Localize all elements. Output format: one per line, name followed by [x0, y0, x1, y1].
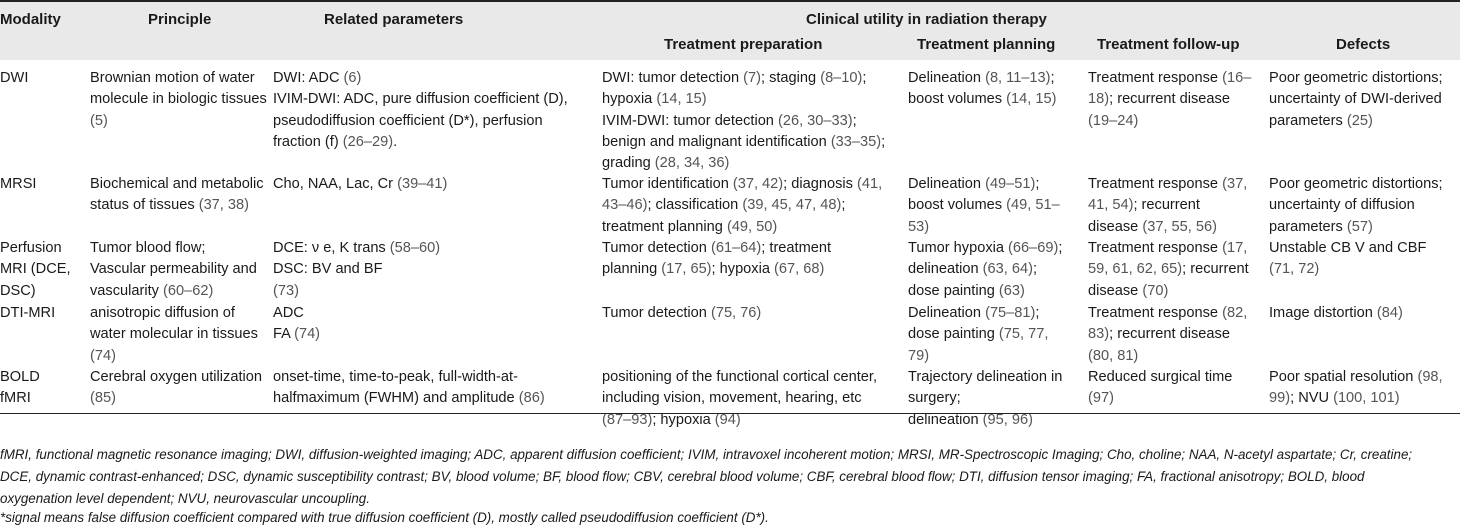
- cell-line: Cho, NAA, Lac, Cr (39–41): [273, 176, 448, 192]
- cell-line: uncertainty of DWI-derived: [1269, 91, 1442, 108]
- cell-line: molecule in biologic tissues: [90, 91, 267, 108]
- cell-line: FA (74): [273, 326, 321, 343]
- cell-line: (5): [90, 112, 108, 129]
- cell-planning: [908, 238, 1062, 302]
- cell-line: 43–46); classification (39, 45, 47, 48);: [602, 197, 846, 214]
- cell-followup: [1088, 303, 1247, 367]
- cell-modality: [0, 238, 71, 302]
- cell-line: hypoxia (14, 15): [602, 91, 707, 108]
- footnote-line: fMRI, functional magnetic resonance imaging; DWI, diffusion-weighted imaging; ADC, apparent diffusion coefficient; IVIM, intravoxel incoherent motion; MRSI, MR-Spectroscopic Imaging; Cho, choline; NAA, N-acetyl aspartate; Cr, creatine;: [0, 447, 1413, 462]
- cell-line: DCE: ν e, K trans (58–60): [273, 240, 441, 256]
- cell-related: [273, 174, 447, 195]
- cell-line: water molecular in tissues: [90, 326, 258, 343]
- header-treatment-follow-up: Treatment follow-up: [1097, 36, 1240, 53]
- cell-line: ADC: [273, 305, 304, 321]
- cell-modality: [0, 303, 55, 324]
- cell-prep: [602, 68, 885, 174]
- cell-line: disease (37, 55, 56): [1088, 218, 1217, 235]
- cell-related: [273, 238, 440, 302]
- cell-line: (97): [1088, 390, 1114, 407]
- cell-line: 18); recurrent disease: [1088, 91, 1230, 108]
- cell-line: IVIM-DWI: tumor detection (26, 30–33);: [602, 112, 857, 129]
- cell-line: parameters (25): [1269, 112, 1373, 129]
- cell-principle: [90, 367, 262, 410]
- cell-line: (73): [273, 282, 299, 299]
- cell-line: Tumor hypoxia (66–69);: [908, 240, 1063, 256]
- cell-related: [273, 303, 320, 346]
- cell-line: Tumor identification (37, 42); diagnosis (41,: [602, 176, 883, 192]
- cell-line: BOLD: [0, 369, 40, 385]
- cell-planning: [908, 303, 1048, 367]
- cell-line: grading (28, 34, 36): [602, 155, 730, 172]
- signal-footnote: *signal means false diffusion coefficient compared with true diffusion coefficient (D), mostly called pseudodiffusion coefficient (D*).: [0, 510, 769, 525]
- cell-line: (71, 72): [1269, 261, 1320, 278]
- cell-line: pseudodiffusion coefficient (D*), perfusion: [273, 112, 543, 129]
- cell-line: Brownian motion of water: [90, 70, 255, 86]
- cell-line: boost volumes (49, 51–: [908, 197, 1060, 214]
- cell-modality: [0, 174, 36, 195]
- cell-defects: [1269, 303, 1403, 324]
- cell-line: DSC): [0, 282, 36, 299]
- cell-line: surgery;: [908, 390, 961, 407]
- cell-line: including vision, movement, hearing, etc: [602, 390, 862, 407]
- cell-defects: [1269, 174, 1443, 238]
- cell-defects: [1269, 68, 1443, 132]
- cell-modality: [0, 68, 28, 89]
- cell-line: Delineation (49–51);: [908, 176, 1040, 192]
- cell-line: IVIM-DWI: ADC, pure diffusion coefficient (D),: [273, 91, 568, 108]
- header-related-parameters: Related parameters: [324, 11, 464, 28]
- cell-line: Poor geometric distortions;: [1269, 70, 1443, 86]
- cell-related: [273, 367, 545, 410]
- cell-principle: [90, 303, 258, 367]
- cell-prep: [602, 367, 877, 431]
- header-treatment-planning: Treatment planning: [917, 36, 1056, 53]
- cell-line: fMRI: [0, 390, 31, 407]
- cell-line: DWI: tumor detection (7); staging (8–10);: [602, 70, 867, 86]
- cell-line: status of tissues (37, 38): [90, 197, 249, 214]
- cell-line: Biochemical and metabolic: [90, 176, 264, 192]
- cell-followup: [1088, 174, 1247, 238]
- cell-principle: [90, 68, 267, 132]
- header-principle: Principle: [148, 11, 212, 28]
- cell-line: treatment planning (49, 50): [602, 218, 778, 235]
- cell-line: Poor spatial resolution (98,: [1269, 369, 1443, 385]
- cell-line: (85): [90, 390, 116, 407]
- cell-related: [273, 68, 568, 153]
- cell-line: (19–24): [1088, 112, 1139, 129]
- cell-line: 99); NVU (100, 101): [1269, 390, 1400, 407]
- cell-line: 59, 61, 62, 65); recurrent: [1088, 261, 1249, 278]
- cell-followup: [1088, 367, 1232, 410]
- cell-line: delineation (95, 96): [908, 411, 1033, 428]
- cell-line: 53): [908, 218, 930, 235]
- cell-line: positioning of the functional cortical center,: [602, 369, 878, 385]
- cell-line: anisotropic diffusion of: [90, 305, 235, 321]
- cell-line: (74): [90, 347, 116, 364]
- cell-line: 83); recurrent disease: [1088, 326, 1230, 343]
- cell-prep: [602, 238, 831, 281]
- cell-followup: [1088, 68, 1251, 132]
- cell-line: Delineation (8, 11–13);: [908, 70, 1055, 86]
- cell-line: Tumor blood flow;: [90, 240, 206, 256]
- table-bottom-rule: [0, 413, 1460, 414]
- header-defects: Defects: [1336, 36, 1391, 53]
- cell-followup: [1088, 238, 1249, 302]
- cell-line: vascularity (60–62): [90, 282, 214, 299]
- cell-principle: [90, 238, 257, 302]
- cell-line: Delineation (75–81);: [908, 305, 1040, 321]
- cell-line: MRI (DCE,: [0, 261, 71, 278]
- cell-line: Trajectory delineation in: [908, 369, 1063, 385]
- cell-planning: [908, 367, 1062, 431]
- cell-line: DWI: [0, 70, 29, 86]
- cell-line: halfmaximum (FWHM) and amplitude (86): [273, 390, 545, 407]
- cell-line: planning (17, 65); hypoxia (67, 68): [602, 261, 825, 278]
- cell-line: fraction (f) (26–29).: [273, 133, 398, 150]
- cell-line: Treatment response (82,: [1088, 305, 1248, 321]
- cell-line: benign and malignant identification (33–35);: [602, 133, 886, 150]
- cell-principle: [90, 174, 264, 217]
- cell-line: Treatment response (16–: [1088, 70, 1252, 86]
- cell-line: DSC: BV and BF: [273, 261, 383, 278]
- cell-line: (80, 81): [1088, 347, 1139, 364]
- footnote-line: DCE, dynamic contrast-enhanced; DSC, dynamic susceptibility contrast; BV, blood volume; BF, blood flow; CBV, cerebral blood volume; CBF, cerebral blood flow; DTI, diffusion tensor imaging; FA, fractional anisotropy; BOLD, blood: [0, 468, 1365, 484]
- cell-line: Poor geometric distortions;: [1269, 176, 1443, 192]
- cell-line: disease (70): [1088, 282, 1169, 299]
- cell-line: dose painting (75, 77,: [908, 326, 1049, 343]
- cell-line: parameters (57): [1269, 218, 1373, 235]
- table-header: [0, 0, 1460, 60]
- cell-line: boost volumes (14, 15): [908, 91, 1057, 108]
- cell-defects: [1269, 367, 1443, 410]
- cell-line: Treatment response (17,: [1088, 240, 1248, 256]
- cell-line: Image distortion (84): [1269, 305, 1403, 321]
- cell-modality: [0, 367, 40, 410]
- cell-planning: [908, 68, 1056, 111]
- cell-line: Unstable CB V and CBF: [1269, 240, 1427, 256]
- cell-prep: [602, 174, 882, 238]
- cell-line: Reduced surgical time: [1088, 369, 1233, 385]
- cell-line: DTI-MRI: [0, 305, 56, 321]
- cell-line: Treatment response (37,: [1088, 176, 1248, 192]
- cell-line: dose painting (63): [908, 282, 1025, 299]
- abbreviations-footnote: [0, 444, 1440, 509]
- cell-prep: [602, 303, 761, 324]
- cell-line: MRSI: [0, 176, 37, 192]
- cell-line: uncertainty of diffusion: [1269, 197, 1415, 214]
- cell-line: Cerebral oxygen utilization: [90, 369, 262, 385]
- cell-line: 41, 54); recurrent: [1088, 197, 1200, 214]
- cell-line: DWI: ADC (6): [273, 70, 362, 86]
- cell-line: 79): [908, 347, 930, 364]
- cell-line: (87–93); hypoxia (94): [602, 411, 741, 428]
- cell-planning: [908, 174, 1060, 238]
- header-clinical-utility: Clinical utility in radiation therapy: [806, 11, 1047, 28]
- cell-defects: [1269, 238, 1426, 281]
- cell-line: Perfusion: [0, 240, 62, 256]
- cell-line: onset-time, time-to-peak, full-width-at-: [273, 369, 518, 385]
- cell-line: delineation (63, 64);: [908, 261, 1038, 278]
- footnote-line: oxygenation level dependent; NVU, neurovascular uncoupling.: [0, 490, 370, 506]
- cell-line: Tumor detection (75, 76): [602, 305, 762, 321]
- cell-line: Tumor detection (61–64); treatment: [602, 240, 832, 256]
- cell-line: Vascular permeability and: [90, 261, 257, 278]
- header-modality: Modality: [0, 11, 61, 28]
- header-treatment-preparation: Treatment preparation: [664, 36, 823, 53]
